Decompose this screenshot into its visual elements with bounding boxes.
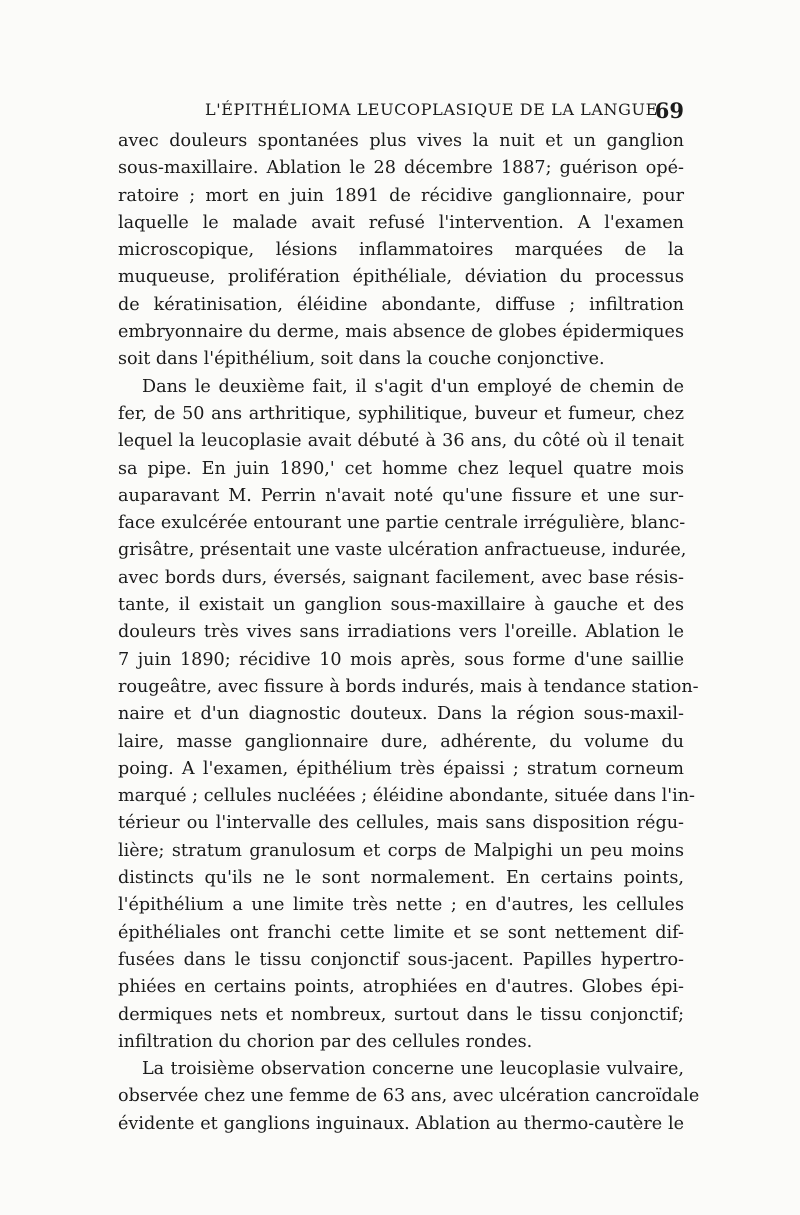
text-line: marqué ; cellules nucléées ; éléidine abondante, située dans l'in- <box>118 786 696 807</box>
text-line: sa pipe. En juin 1890,' cet homme chez lequel quatre mois <box>118 458 684 479</box>
text-line: lière; stratum granulosum et corps de Malpighi un peu moins <box>118 840 684 861</box>
page-number: 69 <box>654 98 684 123</box>
text-line: tante, il existait un ganglion sous-maxillaire à gauche et des <box>118 595 684 616</box>
text-line: auparavant M. Perrin n'avait noté qu'une fissure et une sur- <box>118 485 684 506</box>
text-line: avec bords durs, éversés, saignant facilement, avec base résis- <box>118 567 684 588</box>
text-line: rougeâtre, avec fissure à bords indurés, mais à tendance station- <box>118 676 699 697</box>
text-line: muqueuse, prolifération épithéliale, déviation du processus <box>118 267 684 288</box>
text-line: embryonnaire du derme, mais absence de globes épidermiques <box>118 322 684 343</box>
text-line: observée chez une femme de 63 ans, avec ulcération cancroïdale <box>118 1086 700 1107</box>
text-line: de kératinisation, éléidine abondante, diffuse ; infiltration <box>118 294 684 315</box>
text-line: face exulcérée entourant une partie centrale irrégulière, blanc- <box>118 513 686 534</box>
text-line: douleurs très vives sans irradiations vers l'oreille. Ablation le <box>118 622 684 643</box>
text-line: dermiques nets et nombreux, surtout dans le tissu conjonctif; <box>118 1004 684 1025</box>
text-line: l'épithélium a une limite très nette ; en d'autres, les cellules <box>118 895 684 916</box>
text-line: laquelle le malade avait refusé l'intervention. A l'examen <box>118 212 684 233</box>
paragraph <box>118 374 699 1056</box>
text-line: infiltration du chorion par des cellules rondes. <box>118 1031 533 1052</box>
paragraph <box>118 128 684 374</box>
text-line: évidente et ganglions inguinaux. Ablation au thermo-cautère le <box>118 1113 684 1134</box>
text-line: grisâtre, présentait une vaste ulcération anfractueuse, indurée, <box>118 540 687 561</box>
text-line: laire, masse ganglionnaire dure, adhérente, du volume du <box>118 731 684 752</box>
text-line: microscopique, lésions inflammatoires marquées de la <box>118 240 684 261</box>
text-line: fusées dans le tissu conjonctif sous-jacent. Papilles hypertro- <box>118 949 684 970</box>
text-line: lequel la leucoplasie avait débuté à 36 ans, du côté où il tenait <box>118 431 684 452</box>
text-line: ratoire ; mort en juin 1891 de récidive ganglionnaire, pour <box>118 185 684 206</box>
text-line: fer, de 50 ans arthritique, syphilitique, buveur et fumeur, chez <box>118 403 684 424</box>
text-line: naire et d'un diagnostic douteux. Dans la région sous-maxil- <box>118 704 684 725</box>
text-line: La troisième observation concerne une leucoplasie vulvaire, <box>142 1059 684 1080</box>
text-line: avec douleurs spontanées plus vives la nuit et un ganglion <box>118 131 684 151</box>
text-line: épithéliales ont franchi cette limite et se sont nettement dif- <box>118 922 684 943</box>
text-line: phiées en certains points, atrophiées en d'autres. Globes épi- <box>118 977 684 998</box>
text-line: térieur ou l'intervalle des cellules, mais sans disposition régu- <box>118 813 684 834</box>
text-line: distincts qu'ils ne le sont normalement. En certains points, <box>118 868 684 889</box>
body-text <box>118 128 700 1138</box>
text-line: soit dans l'épithélium, soit dans la couche conjonctive. <box>118 349 605 370</box>
text-line: 7 juin 1890; récidive 10 mois après, sous forme d'une saillie <box>118 649 684 670</box>
running-title: L'ÉPITHÉLIOMA LEUCOPLASIQUE DE LA LANGUE <box>205 100 658 119</box>
text-line: Dans le deuxième fait, il s'agit d'un employé de chemin de <box>142 376 684 397</box>
text-line: sous-maxillaire. Ablation le 28 décembre 1887; guérison opé- <box>118 158 684 179</box>
page-header <box>118 98 684 126</box>
text-line: poing. A l'examen, épithélium très épaissi ; stratum corneum <box>118 758 684 779</box>
paragraph <box>118 1056 700 1138</box>
